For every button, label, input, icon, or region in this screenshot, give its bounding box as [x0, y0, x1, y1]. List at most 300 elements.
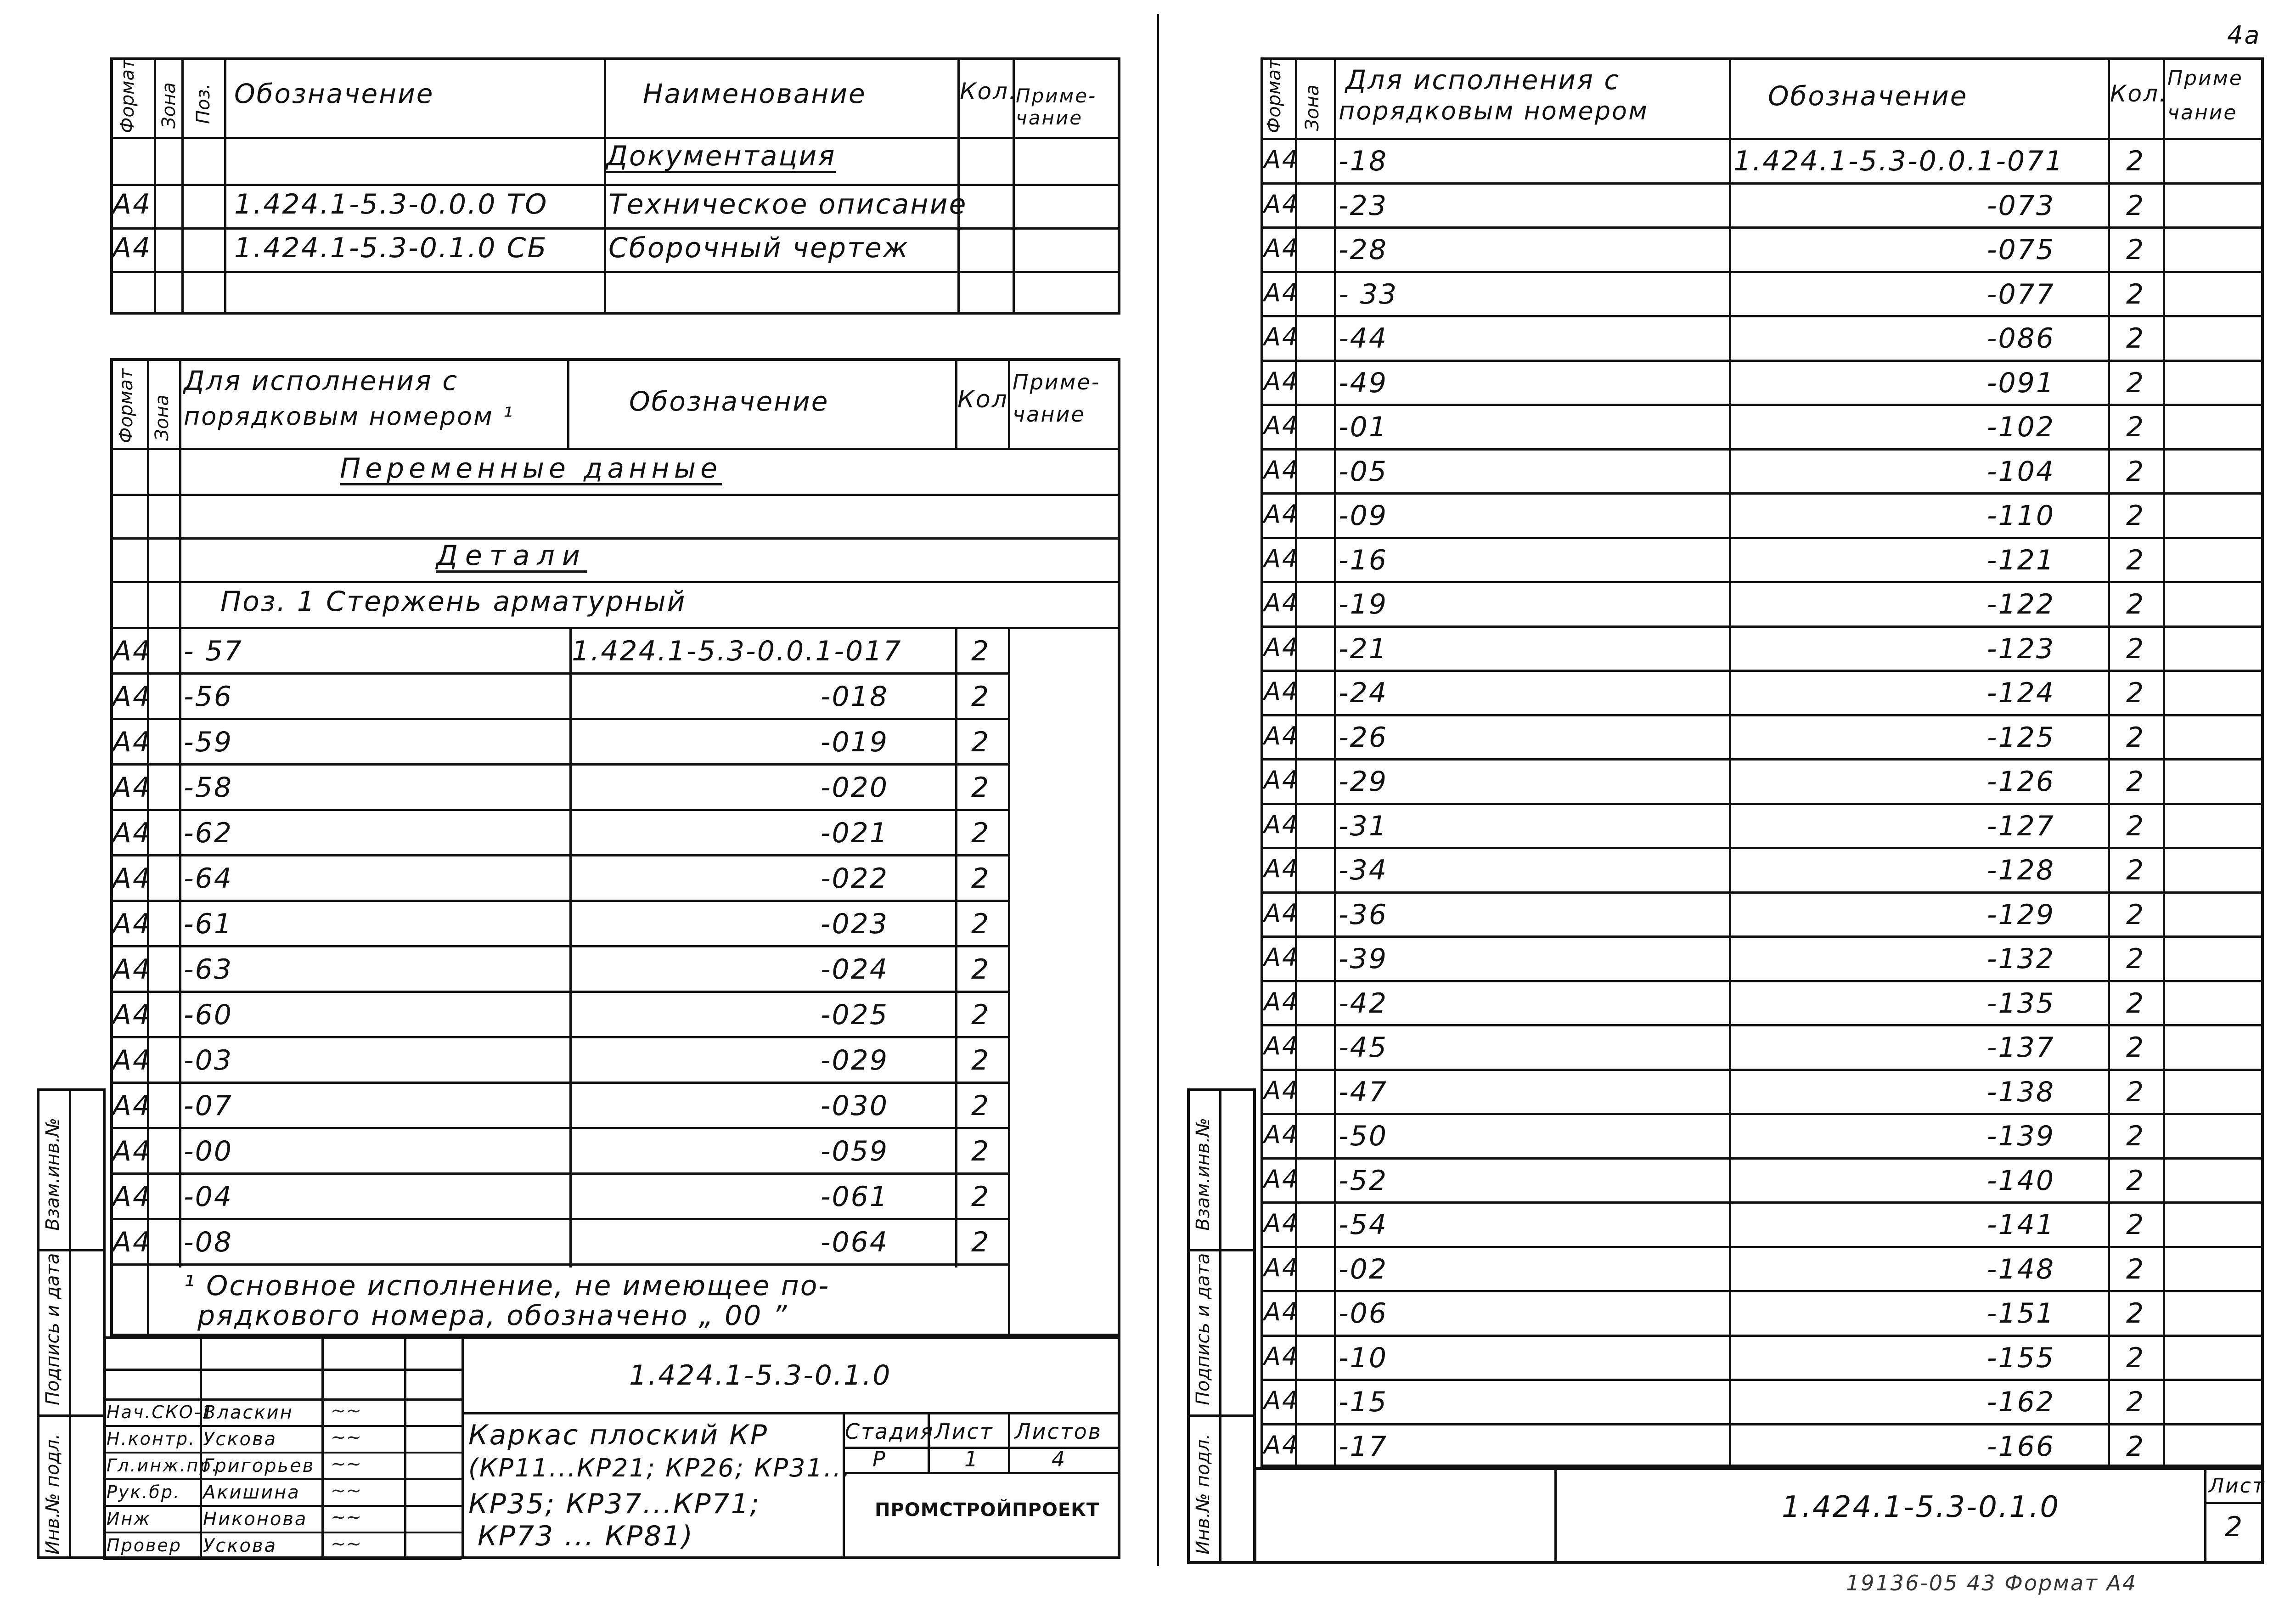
row-format: А4 — [1264, 544, 1300, 573]
row-designation: -024 — [820, 953, 889, 986]
row-divider — [1261, 1379, 2264, 1381]
right-title-code: 1.424.1-5.3-0.1.0 — [1782, 1490, 2060, 1524]
row-designation: -123 — [1986, 632, 2055, 665]
col-format-header: Формат — [117, 58, 138, 133]
doc-designation: 1.424.1-5.3-0.1.0 СБ — [234, 232, 548, 264]
var-col-note-header-line1: Приме- — [1013, 370, 1101, 394]
row-exec: -01 — [1339, 411, 1388, 443]
row-qty: 2 — [2126, 544, 2145, 576]
page-mark: 4а — [2227, 21, 2261, 50]
row-qty: 2 — [2126, 1430, 2145, 1463]
row-divider — [110, 718, 1008, 720]
row-divider — [110, 1127, 1008, 1129]
row-qty: 2 — [2126, 677, 2145, 709]
title-line2: (КР11...КР21; КР26; КР31... — [468, 1454, 852, 1482]
row-divider — [1261, 670, 2264, 672]
row-exec: -58 — [184, 772, 233, 804]
row-qty: 2 — [2126, 145, 2145, 177]
right-col-note-header-line1: Приме — [2167, 67, 2243, 90]
row-qty: 2 — [971, 726, 990, 758]
row-qty: 2 — [2126, 1341, 2145, 1374]
row-exec: -64 — [184, 862, 233, 895]
row-exec: -36 — [1339, 898, 1388, 931]
row-qty: 2 — [971, 1226, 990, 1258]
row-exec: -50 — [1339, 1120, 1388, 1152]
row-format: А4 — [1264, 278, 1300, 307]
row-divider — [1261, 226, 2264, 229]
stage-value: Р — [872, 1447, 887, 1471]
row-exec: -61 — [184, 908, 233, 940]
person-role: Н.контр. — [107, 1429, 196, 1449]
row-qty: 2 — [2126, 632, 2145, 665]
people-divider — [103, 1425, 461, 1427]
bottom-note: 19136-05 43 Формат А4 — [1846, 1571, 2138, 1595]
row-divider — [1261, 360, 2264, 362]
row-qty: 2 — [971, 862, 990, 895]
row-divider — [1261, 271, 2264, 273]
row-exec: - 33 — [1339, 278, 1398, 310]
row-exec: -19 — [1339, 588, 1388, 620]
row-format: А4 — [1264, 366, 1300, 396]
row-exec: -34 — [1339, 854, 1388, 886]
row-qty: 2 — [2126, 1297, 2145, 1330]
row-divider — [110, 991, 1008, 993]
row-designation: -129 — [1986, 898, 2055, 931]
signature-icon: ~~ — [331, 1400, 362, 1421]
row-exec: -24 — [1339, 677, 1388, 709]
row-qty: 2 — [2126, 366, 2145, 399]
row-exec: -05 — [1339, 455, 1388, 488]
row-divider — [110, 1082, 1008, 1084]
row-exec: -60 — [184, 999, 233, 1031]
row-qty: 2 — [971, 1135, 990, 1167]
row-exec: -29 — [1339, 766, 1388, 798]
row-qty: 2 — [2126, 1386, 2145, 1418]
person-name: Ускова — [203, 1535, 277, 1556]
row-designation: -075 — [1986, 234, 2055, 266]
variable-data-title: Переменные данные — [340, 452, 722, 485]
row-format: А4 — [1264, 677, 1300, 706]
row-format: А4 — [1264, 500, 1300, 529]
row-qty: 2 — [971, 635, 990, 667]
row-exec: -47 — [1339, 1076, 1388, 1108]
row-qty: 2 — [2126, 1120, 2145, 1152]
var-col-exec-header-line2: порядковым номером ¹ — [184, 402, 514, 431]
footnote-line1: ¹ Основное исполнение, не имеющее по- — [184, 1270, 830, 1302]
row-format: А4 — [1264, 1076, 1300, 1105]
row-designation: -061 — [820, 1181, 889, 1213]
row-divider — [1261, 1290, 2264, 1292]
row-qty: 2 — [971, 1044, 990, 1076]
doc-name: Техническое описание — [608, 188, 968, 220]
row-divider — [1261, 315, 2264, 317]
row-exec: -59 — [184, 726, 233, 758]
row-format: А4 — [113, 1090, 152, 1122]
row-qty: 2 — [971, 681, 990, 713]
row-designation: -018 — [820, 681, 889, 713]
row-divider — [1261, 404, 2264, 406]
row-qty: 2 — [971, 908, 990, 940]
person-role: Рук.бр. — [107, 1482, 181, 1502]
col-designation-header: Обозначение — [234, 78, 434, 109]
row-format: А4 — [1264, 455, 1300, 485]
row-divider — [110, 763, 1008, 766]
row-format: А4 — [1264, 411, 1300, 440]
row-format: А4 — [1264, 189, 1300, 219]
row-format: А4 — [113, 1181, 152, 1213]
col-note-header: Приме-чание — [1016, 85, 1097, 129]
row-divider — [110, 1172, 1008, 1175]
footnote-line2: рядкового номера, обозначено „ 00 ” — [197, 1300, 788, 1332]
var-col-exec-header-line1: Для исполнения с — [184, 365, 459, 396]
right-side-label-signature: Подпись и дата — [1193, 1253, 1214, 1405]
row-divider — [1261, 1024, 2264, 1026]
row-format: А4 — [1264, 588, 1300, 617]
row-divider — [1261, 891, 2264, 894]
row-format: А4 — [1264, 898, 1300, 928]
row-format: А4 — [113, 999, 152, 1031]
row-divider — [1261, 448, 2264, 451]
row-format: А4 — [1264, 145, 1300, 174]
row-divider — [1261, 1157, 2264, 1160]
row-exec: -23 — [1339, 189, 1388, 222]
row-format: А4 — [1264, 721, 1300, 750]
sheets-label: Листов — [1015, 1419, 1102, 1444]
row-designation: -104 — [1986, 455, 2055, 488]
people-divider — [103, 1558, 461, 1560]
row-qty: 2 — [2126, 854, 2145, 886]
row-exec: -45 — [1339, 1031, 1388, 1064]
row-format: А4 — [113, 1135, 152, 1167]
row-designation: -141 — [1986, 1209, 2055, 1241]
signature-icon: ~~ — [331, 1454, 362, 1475]
row-format: А4 — [1264, 1386, 1300, 1415]
row-divider — [1261, 492, 2264, 495]
row-qty: 2 — [2126, 278, 2145, 310]
right-col-exec-header-line2: порядковым номером — [1339, 96, 1649, 125]
row-divider — [110, 900, 1008, 902]
row-designation: -102 — [1986, 411, 2055, 443]
right-col-qty-header: Кол. — [2110, 80, 2168, 107]
row-format: А4 — [1264, 1430, 1300, 1459]
row-designation: -121 — [1986, 544, 2055, 576]
row-exec: -15 — [1339, 1386, 1388, 1418]
row-qty: 2 — [971, 999, 990, 1031]
row-designation: -077 — [1986, 278, 2055, 310]
row-format: А4 — [1264, 987, 1300, 1016]
row-format: А4 — [1264, 234, 1300, 263]
row-designation: -064 — [820, 1226, 889, 1258]
row-exec: -18 — [1339, 145, 1388, 177]
row-qty: 2 — [2126, 1253, 2145, 1285]
row-exec: -02 — [1339, 1253, 1388, 1285]
col-zone-header: Зона — [158, 82, 180, 129]
row-designation: -086 — [1986, 322, 2055, 355]
row-divider — [110, 1263, 1008, 1266]
row-designation: -162 — [1986, 1386, 2055, 1418]
var-col-zone-header: Зона — [152, 394, 173, 441]
row-designation: -025 — [820, 999, 889, 1031]
row-qty: 2 — [971, 817, 990, 849]
row-qty: 2 — [2126, 588, 2145, 620]
row-divider — [1261, 714, 2264, 716]
row-divider — [110, 1218, 1008, 1220]
row-divider — [110, 1036, 1008, 1038]
person-name: Ускова — [203, 1429, 277, 1450]
row-exec: -31 — [1339, 810, 1388, 842]
row-qty: 2 — [2126, 766, 2145, 798]
col-name-header: Наименование — [643, 78, 867, 109]
title-line1: Каркас плоский КР — [468, 1419, 768, 1451]
side-label-replace: Взам.инв.№ — [42, 1117, 63, 1231]
people-divider — [103, 1452, 461, 1454]
row-designation: -073 — [1986, 189, 2055, 222]
row-exec: -17 — [1339, 1430, 1388, 1463]
row-qty: 2 — [2126, 234, 2145, 266]
person-role: Инж — [107, 1509, 151, 1529]
row-format: А4 — [1264, 632, 1300, 662]
row-format: А4 — [1264, 1297, 1300, 1326]
row-designation: -148 — [1986, 1253, 2055, 1285]
row-qty: 2 — [971, 953, 990, 986]
row-exec: -52 — [1339, 1164, 1388, 1197]
signature-icon: ~~ — [331, 1427, 362, 1448]
documentation-section-title: Документация — [606, 140, 836, 172]
right-col-zone-header: Зона — [1302, 85, 1323, 131]
sheet-value: 1 — [964, 1447, 979, 1471]
right-sheet-value: 2 — [2225, 1511, 2244, 1543]
row-format: А4 — [1264, 1253, 1300, 1282]
row-qty: 2 — [971, 1181, 990, 1213]
left-title-code: 1.424.1-5.3-0.1.0 — [629, 1359, 892, 1392]
row-divider — [1261, 1113, 2264, 1115]
row-divider — [110, 672, 1008, 675]
row-designation: -155 — [1986, 1341, 2055, 1374]
side-label-signature: Подпись и дата — [42, 1253, 63, 1405]
row-exec: -56 — [184, 681, 233, 713]
pos1-title: Поз. 1 Стержень арматурный — [220, 586, 687, 618]
row-designation: -132 — [1986, 943, 2055, 975]
row-designation: -091 — [1986, 366, 2055, 399]
var-col-note-header-line2: чание — [1013, 402, 1086, 427]
signature-icon: ~~ — [331, 1480, 362, 1501]
row-format: А4 — [1264, 1031, 1300, 1060]
row-exec: -49 — [1339, 366, 1388, 399]
row-qty: 2 — [2126, 898, 2145, 931]
doc-name: Сборочный чертеж — [608, 232, 909, 264]
row-designation: -023 — [820, 908, 889, 940]
person-name: Григорьев — [203, 1455, 315, 1476]
row-divider — [1261, 980, 2264, 982]
row-designation: -124 — [1986, 677, 2055, 709]
row-designation: -138 — [1986, 1076, 2055, 1108]
row-exec: -54 — [1339, 1209, 1388, 1241]
row-exec: -08 — [184, 1226, 233, 1258]
row-format: А4 — [1264, 854, 1300, 883]
col-pos-header: Поз. — [193, 83, 214, 124]
row-designation: -135 — [1986, 987, 2055, 1020]
person-role: Провер — [107, 1535, 182, 1555]
row-qty: 2 — [2126, 411, 2145, 443]
row-format: А4 — [1264, 943, 1300, 972]
row-exec: -10 — [1339, 1341, 1388, 1374]
row-format: А4 — [1264, 1120, 1300, 1149]
row-divider — [1261, 537, 2264, 539]
row-designation: -137 — [1986, 1031, 2055, 1064]
row-format: А4 — [113, 908, 152, 940]
right-sheet-label: Лист — [2209, 1474, 2266, 1498]
right-side-label-replace: Взам.инв.№ — [1193, 1117, 1214, 1231]
row-qty: 2 — [2126, 322, 2145, 355]
row-designation: -020 — [820, 772, 889, 804]
row-qty: 2 — [971, 1090, 990, 1122]
row-designation: -019 — [820, 726, 889, 758]
row-designation: -022 — [820, 862, 889, 895]
title-line3: КР35; КР37...КР71; — [468, 1488, 761, 1520]
row-designation: -127 — [1986, 810, 2055, 842]
row-designation: -140 — [1986, 1164, 2055, 1197]
row-designation: 1.424.1-5.3-0.0.1-017 — [572, 635, 902, 667]
page-divider — [1157, 14, 1159, 1566]
person-name: Никонова — [203, 1509, 308, 1530]
right-col-designation-header: Обозначение — [1768, 80, 1968, 112]
people-divider — [103, 1478, 461, 1480]
row-format: А4 — [1264, 1341, 1300, 1371]
person-name: Акишина — [203, 1482, 300, 1503]
row-format: А4 — [113, 681, 152, 713]
var-col-qty-header: Кол — [957, 386, 1008, 413]
row-divider — [1261, 1201, 2264, 1204]
row-divider — [1261, 625, 2264, 628]
row-divider — [1261, 847, 2264, 849]
right-col-format-header: Формат — [1264, 58, 1285, 133]
doc-format: А4 — [113, 232, 152, 264]
row-divider — [1261, 935, 2264, 938]
row-format: А4 — [113, 1226, 152, 1258]
row-divider — [1261, 758, 2264, 761]
row-designation: -122 — [1986, 588, 2055, 620]
row-designation: -059 — [820, 1135, 889, 1167]
row-format: А4 — [1264, 810, 1300, 839]
row-qty: 2 — [2126, 1076, 2145, 1108]
row-divider — [1261, 1069, 2264, 1071]
people-divider — [103, 1532, 461, 1533]
row-exec: -04 — [184, 1181, 233, 1213]
side-label-inventory: Инв.№ подл. — [42, 1433, 63, 1555]
row-divider — [110, 945, 1008, 947]
row-exec: -26 — [1339, 721, 1388, 754]
right-side-label-inventory: Инв.№ подл. — [1193, 1433, 1214, 1555]
doc-designation: 1.424.1-5.3-0.0.0 ТО — [234, 188, 548, 220]
row-exec: -62 — [184, 817, 233, 849]
row-qty: 2 — [2126, 189, 2145, 222]
row-format: А4 — [113, 817, 152, 849]
row-format: А4 — [1264, 1209, 1300, 1238]
row-exec: -39 — [1339, 943, 1388, 975]
person-role: Гл.инж.пр. — [107, 1455, 219, 1476]
right-col-exec-header-line1: Для исполнения с — [1345, 64, 1621, 96]
row-divider — [1261, 803, 2264, 805]
row-qty: 2 — [2126, 721, 2145, 754]
row-format: А4 — [1264, 322, 1300, 351]
row-exec: - 57 — [184, 635, 243, 667]
row-exec: -42 — [1339, 987, 1388, 1020]
row-designation: -151 — [1986, 1297, 2055, 1330]
row-designation: -021 — [820, 817, 889, 849]
col-qty-header: Кол. — [960, 78, 1018, 105]
row-exec: -28 — [1339, 234, 1388, 266]
row-designation: -166 — [1986, 1430, 2055, 1463]
row-exec: -00 — [184, 1135, 233, 1167]
row-exec: -06 — [1339, 1297, 1388, 1330]
signature-icon: ~~ — [331, 1533, 362, 1555]
row-qty: 2 — [2126, 943, 2145, 975]
row-exec: -09 — [1339, 500, 1388, 532]
row-designation: -030 — [820, 1090, 889, 1122]
right-title-block — [1254, 1467, 2264, 1564]
row-exec: -21 — [1339, 632, 1388, 665]
doc-format: А4 — [113, 188, 152, 220]
row-format: А4 — [113, 635, 152, 667]
row-qty: 2 — [2126, 455, 2145, 488]
row-exec: -03 — [184, 1044, 233, 1076]
row-format: А4 — [113, 953, 152, 986]
details-title: Детали — [436, 540, 587, 572]
title-line4: КР73 ... КР81) — [478, 1520, 694, 1552]
sheet-label: Лист — [934, 1419, 994, 1444]
stage-label: Стадия — [845, 1419, 934, 1444]
row-format: А4 — [113, 862, 152, 895]
row-qty: 2 — [2126, 1031, 2145, 1064]
row-qty: 2 — [2126, 810, 2145, 842]
row-divider — [1261, 1335, 2264, 1337]
row-exec: -63 — [184, 953, 233, 986]
person-name: Власкин — [203, 1402, 293, 1423]
row-designation: 1.424.1-5.3-0.0.1-071 — [1733, 145, 2064, 177]
row-format: А4 — [1264, 766, 1300, 794]
row-designation: -110 — [1986, 500, 2055, 532]
row-divider — [1261, 1246, 2264, 1248]
signature-icon: ~~ — [331, 1507, 362, 1528]
row-designation: -126 — [1986, 766, 2055, 798]
row-divider — [110, 854, 1008, 856]
row-exec: -16 — [1339, 544, 1388, 576]
row-exec: -44 — [1339, 322, 1388, 355]
row-divider — [1261, 1423, 2264, 1425]
row-divider — [1261, 581, 2264, 583]
var-col-designation-header: Обозначение — [629, 386, 829, 417]
right-col-note-header-line2: чание — [2167, 101, 2238, 124]
row-format: А4 — [113, 772, 152, 804]
row-qty: 2 — [2126, 1209, 2145, 1241]
row-designation: -125 — [1986, 721, 2055, 754]
row-qty: 2 — [2126, 987, 2145, 1020]
organization-name: ПРОМСТРОЙПРОЕКТ — [875, 1499, 1100, 1521]
row-exec: -07 — [184, 1090, 233, 1122]
row-format: А4 — [1264, 1164, 1300, 1194]
row-divider — [1261, 182, 2264, 185]
people-divider — [103, 1505, 461, 1507]
row-designation: -128 — [1986, 854, 2055, 886]
var-col-format-header: Формат — [116, 368, 137, 443]
sheets-value: 4 — [1052, 1447, 1067, 1471]
row-designation: -029 — [820, 1044, 889, 1076]
row-format: А4 — [113, 726, 152, 758]
row-format: А4 — [113, 1044, 152, 1076]
row-designation: -139 — [1986, 1120, 2055, 1152]
row-divider — [110, 809, 1008, 811]
row-qty: 2 — [2126, 500, 2145, 532]
